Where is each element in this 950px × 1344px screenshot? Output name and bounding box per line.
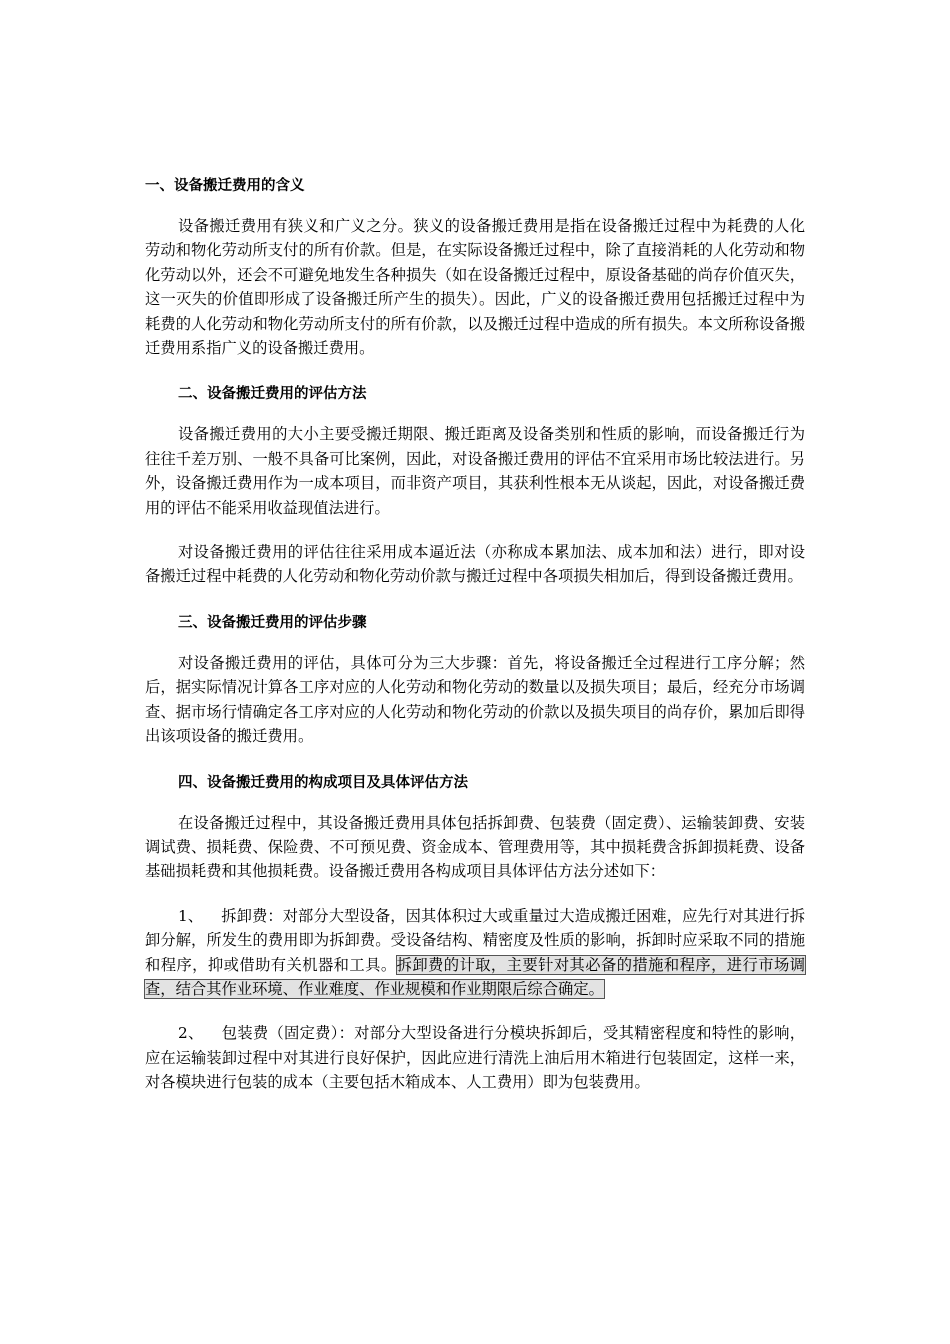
section-heading-1: 一、设备搬迁费用的含义 xyxy=(145,178,305,194)
section-heading-3: 三、设备搬迁费用的评估步骤 xyxy=(178,614,367,631)
highlighted-text-selection[interactable]: 拆卸费的计取，主要针对其必备的措施和程序，进行市场调查，结合其作业环境、作业难度、作业规模和作业期限后综合确定。 xyxy=(145,955,805,998)
list-item-1 xyxy=(145,904,805,1002)
list-item-2 xyxy=(145,1021,805,1094)
section-2-paragraph-1: 设备搬迁费用的大小主要受搬迁期限、搬迁距离及设备类别和性质的影响，而设备搬迁行为往往千差万别、一般不具备可比案例，因此，对设备搬迁费用的评估不宜采用市场比较法进行。另外，设备搬迁费用作为一成本项目，而非资产项目，其获利性根本无从谈起，因此，对设备搬迁费用的评估不能采用收益现值法进行。 xyxy=(145,425,805,517)
list-item-2-text: 包装费（固定费）：对部分大型设备进行分模块拆卸后，受其精密程度和特性的影响，应在运输装卸过程中对其进行良好保护，因此应进行清洗上油后用木箱进行包装固定，这样一来，对各模块进行包装的成本（主要包括木箱成本、人工费用）即为包装费用。 xyxy=(145,1024,805,1092)
list-item-2-number: 2、 xyxy=(178,1024,204,1043)
section-2-paragraph-2: 对设备搬迁费用的评估往往采用成本逼近法（亦称成本累加法、成本加和法）进行，即对设备搬迁过程中耗费的人化劳动和物化劳动价款与搬迁过程中各项损失相加后，得到设备搬迁费用。 xyxy=(145,543,805,586)
list-item-1-text: 拆卸费：对部分大型设备，因其体积过大或重量过大造成搬迁困难，应先行对其进行拆卸分解，所发生的费用即为拆卸费。受设备结构、精密度及性质的影响，拆卸时应采取不同的措施和程序，抑或借助有关机器和工具。 xyxy=(145,906,805,974)
section-1-paragraph-1: 设备搬迁费用有狭义和广义之分。狭义的设备搬迁费用是指在设备搬迁过程中为耗费的人化劳动和物化劳动所支付的所有价款。但是，在实际设备搬迁过程中，除了直接消耗的人化劳动和物化劳动以外，还会不可避免地发生各种损失（如在设备搬迁过程中，原设备基础的尚存价值灭失，这一灭失的价值即形成了设备搬迁所产生的损失）。因此，广义的设备搬迁费用包括搬迁过程中为耗费的人化劳动和物化劳动所支付的所有价款，以及搬迁过程中造成的所有损失。本文所称设备搬迁费用系指广义的设备搬迁费用。 xyxy=(145,217,805,358)
document-page xyxy=(145,160,805,1115)
section-heading-2: 二、设备搬迁费用的评估方法 xyxy=(178,386,367,403)
list-item-1-number: 1、 xyxy=(178,906,204,925)
section-heading-4: 四、设备搬迁费用的构成项目及具体评估方法 xyxy=(178,774,468,791)
section-3-paragraph-1: 对设备搬迁费用的评估，具体可分为三大步骤：首先，将设备搬迁全过程进行工序分解；然后，据实际情况计算各工序对应的人化劳动和物化劳动的数量以及损失项目；最后，经充分市场调查、据市场行情确定各工序对应的人化劳动和物化劳动的价款以及损失项目的尚存价，累加后即得出该项设备的搬迁费用。 xyxy=(145,653,805,746)
section-4-paragraph-1: 在设备搬迁过程中，其设备搬迁费用具体包括拆卸费、包装费（固定费）、运输装卸费、安装调试费、损耗费、保险费、不可预见费、资金成本、管理费用等，其中损耗费含拆卸损耗费、设备基础损耗费和其他损耗费。设备搬迁费用各构成项目具体评估方法分述如下： xyxy=(145,813,805,881)
